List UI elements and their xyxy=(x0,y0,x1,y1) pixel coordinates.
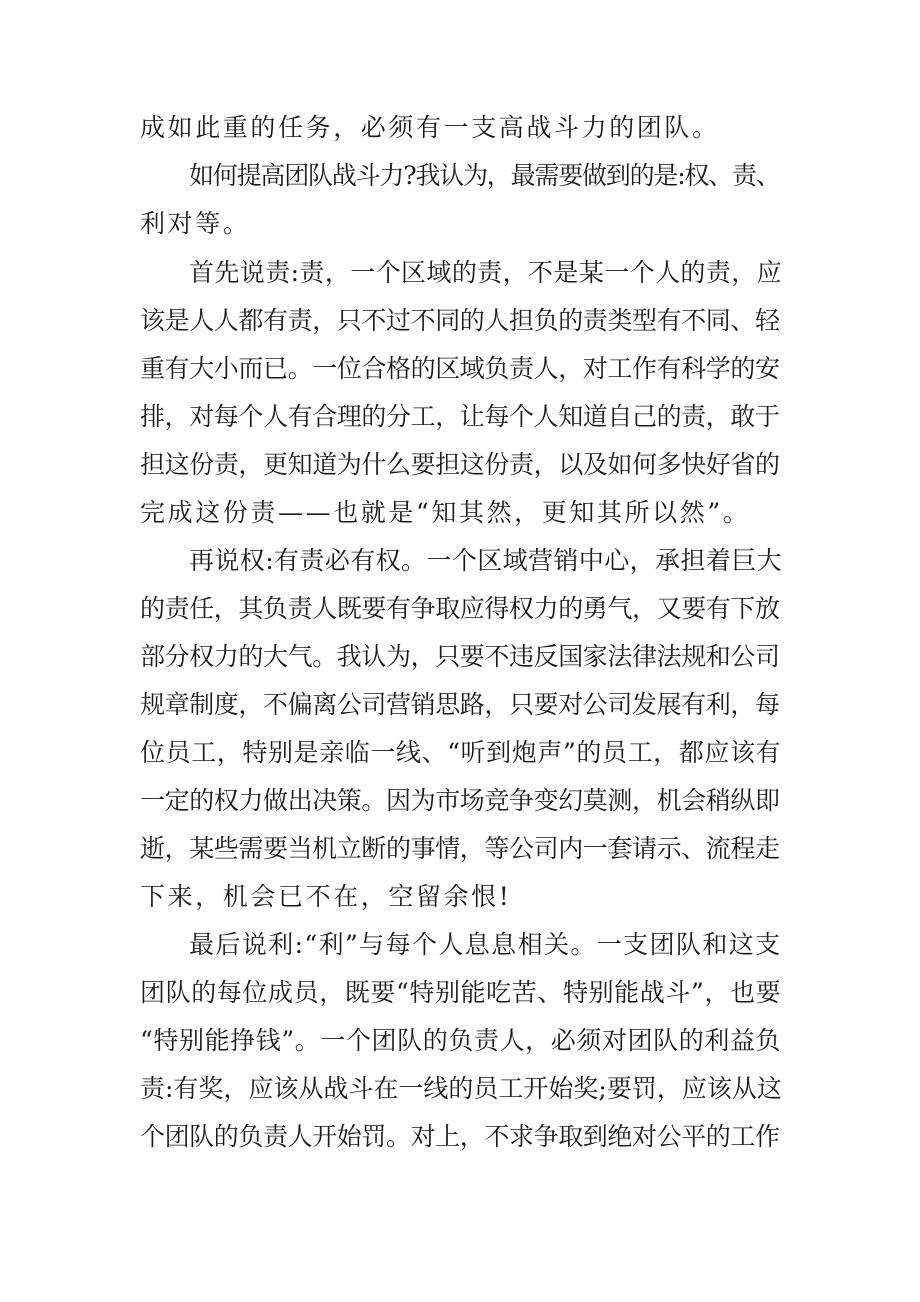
paragraph-line: 规章制度，不偏离公司营销思路，只要对公司发展有利，每 xyxy=(140,690,780,719)
paragraph-line: 责:有奖，应该从战斗在一线的员工开始奖;要罚，应该从这 xyxy=(140,1074,782,1103)
paragraph-line: 该是人人都有责，只不过不同的人担负的责类型有不同、轻 xyxy=(140,306,780,335)
paragraph-line: “特别能挣钱”。一个团队的负责人，必须对团队的利益负 xyxy=(140,1026,782,1055)
paragraph-line: 一定的权力做出决策。因为市场竞争变幻莫测，机会稍纵即 xyxy=(140,786,780,815)
paragraph-line: 部分权力的大气。我认为，只要不违反国家法律法规和公司 xyxy=(140,642,780,671)
paragraph-line: 利对等。 xyxy=(140,209,251,238)
paragraph-line: 成如此重的任务，必须有一支高战斗力的团队。 xyxy=(140,113,720,142)
paragraph-line: 下来，机会已不在，空留余恨! xyxy=(140,882,512,911)
paragraph-line: 如何提高团队战斗力?我认为，最需要做到的是:权、责、 xyxy=(189,161,780,190)
paragraph-line: 再说权:有责必有权。一个区域营销中心，承担着巨大 xyxy=(189,546,783,575)
paragraph-line: 排，对每个人有合理的分工，让每个人知道自己的责，敢于 xyxy=(140,402,780,431)
paragraph-line: 重有大小而已。一位合格的区域负责人，对工作有科学的安 xyxy=(140,354,780,383)
paragraph-line: 担这份责，更知道为什么要担这份责，以及如何多快好省的 xyxy=(140,450,780,479)
paragraph-line: 团队的每位成员，既要“特别能吃苦、特别能战斗”，也要 xyxy=(140,978,782,1007)
paragraph-line: 逝，某些需要当机立断的事情，等公司内一套请示、流程走 xyxy=(140,834,780,863)
paragraph-line: 最后说利:“利”与每个人息息相关。一支团队和这支 xyxy=(189,930,782,959)
paragraph-line: 完成这份责——也就是“知其然，更知其所以然”。 xyxy=(140,498,751,527)
paragraph-line: 首先说责:责，一个区域的责，不是某一个人的责，应 xyxy=(189,258,783,287)
paragraph-line: 的责任，其负责人既要有争取应得权力的勇气，又要有下放 xyxy=(140,594,780,623)
paragraph-line: 个团队的负责人开始罚。对上，不求争取到绝对公平的工作 xyxy=(140,1122,780,1151)
paragraph-line: 位员工，特别是亲临一线、“听到炮声”的员工，都应该有 xyxy=(140,738,782,767)
